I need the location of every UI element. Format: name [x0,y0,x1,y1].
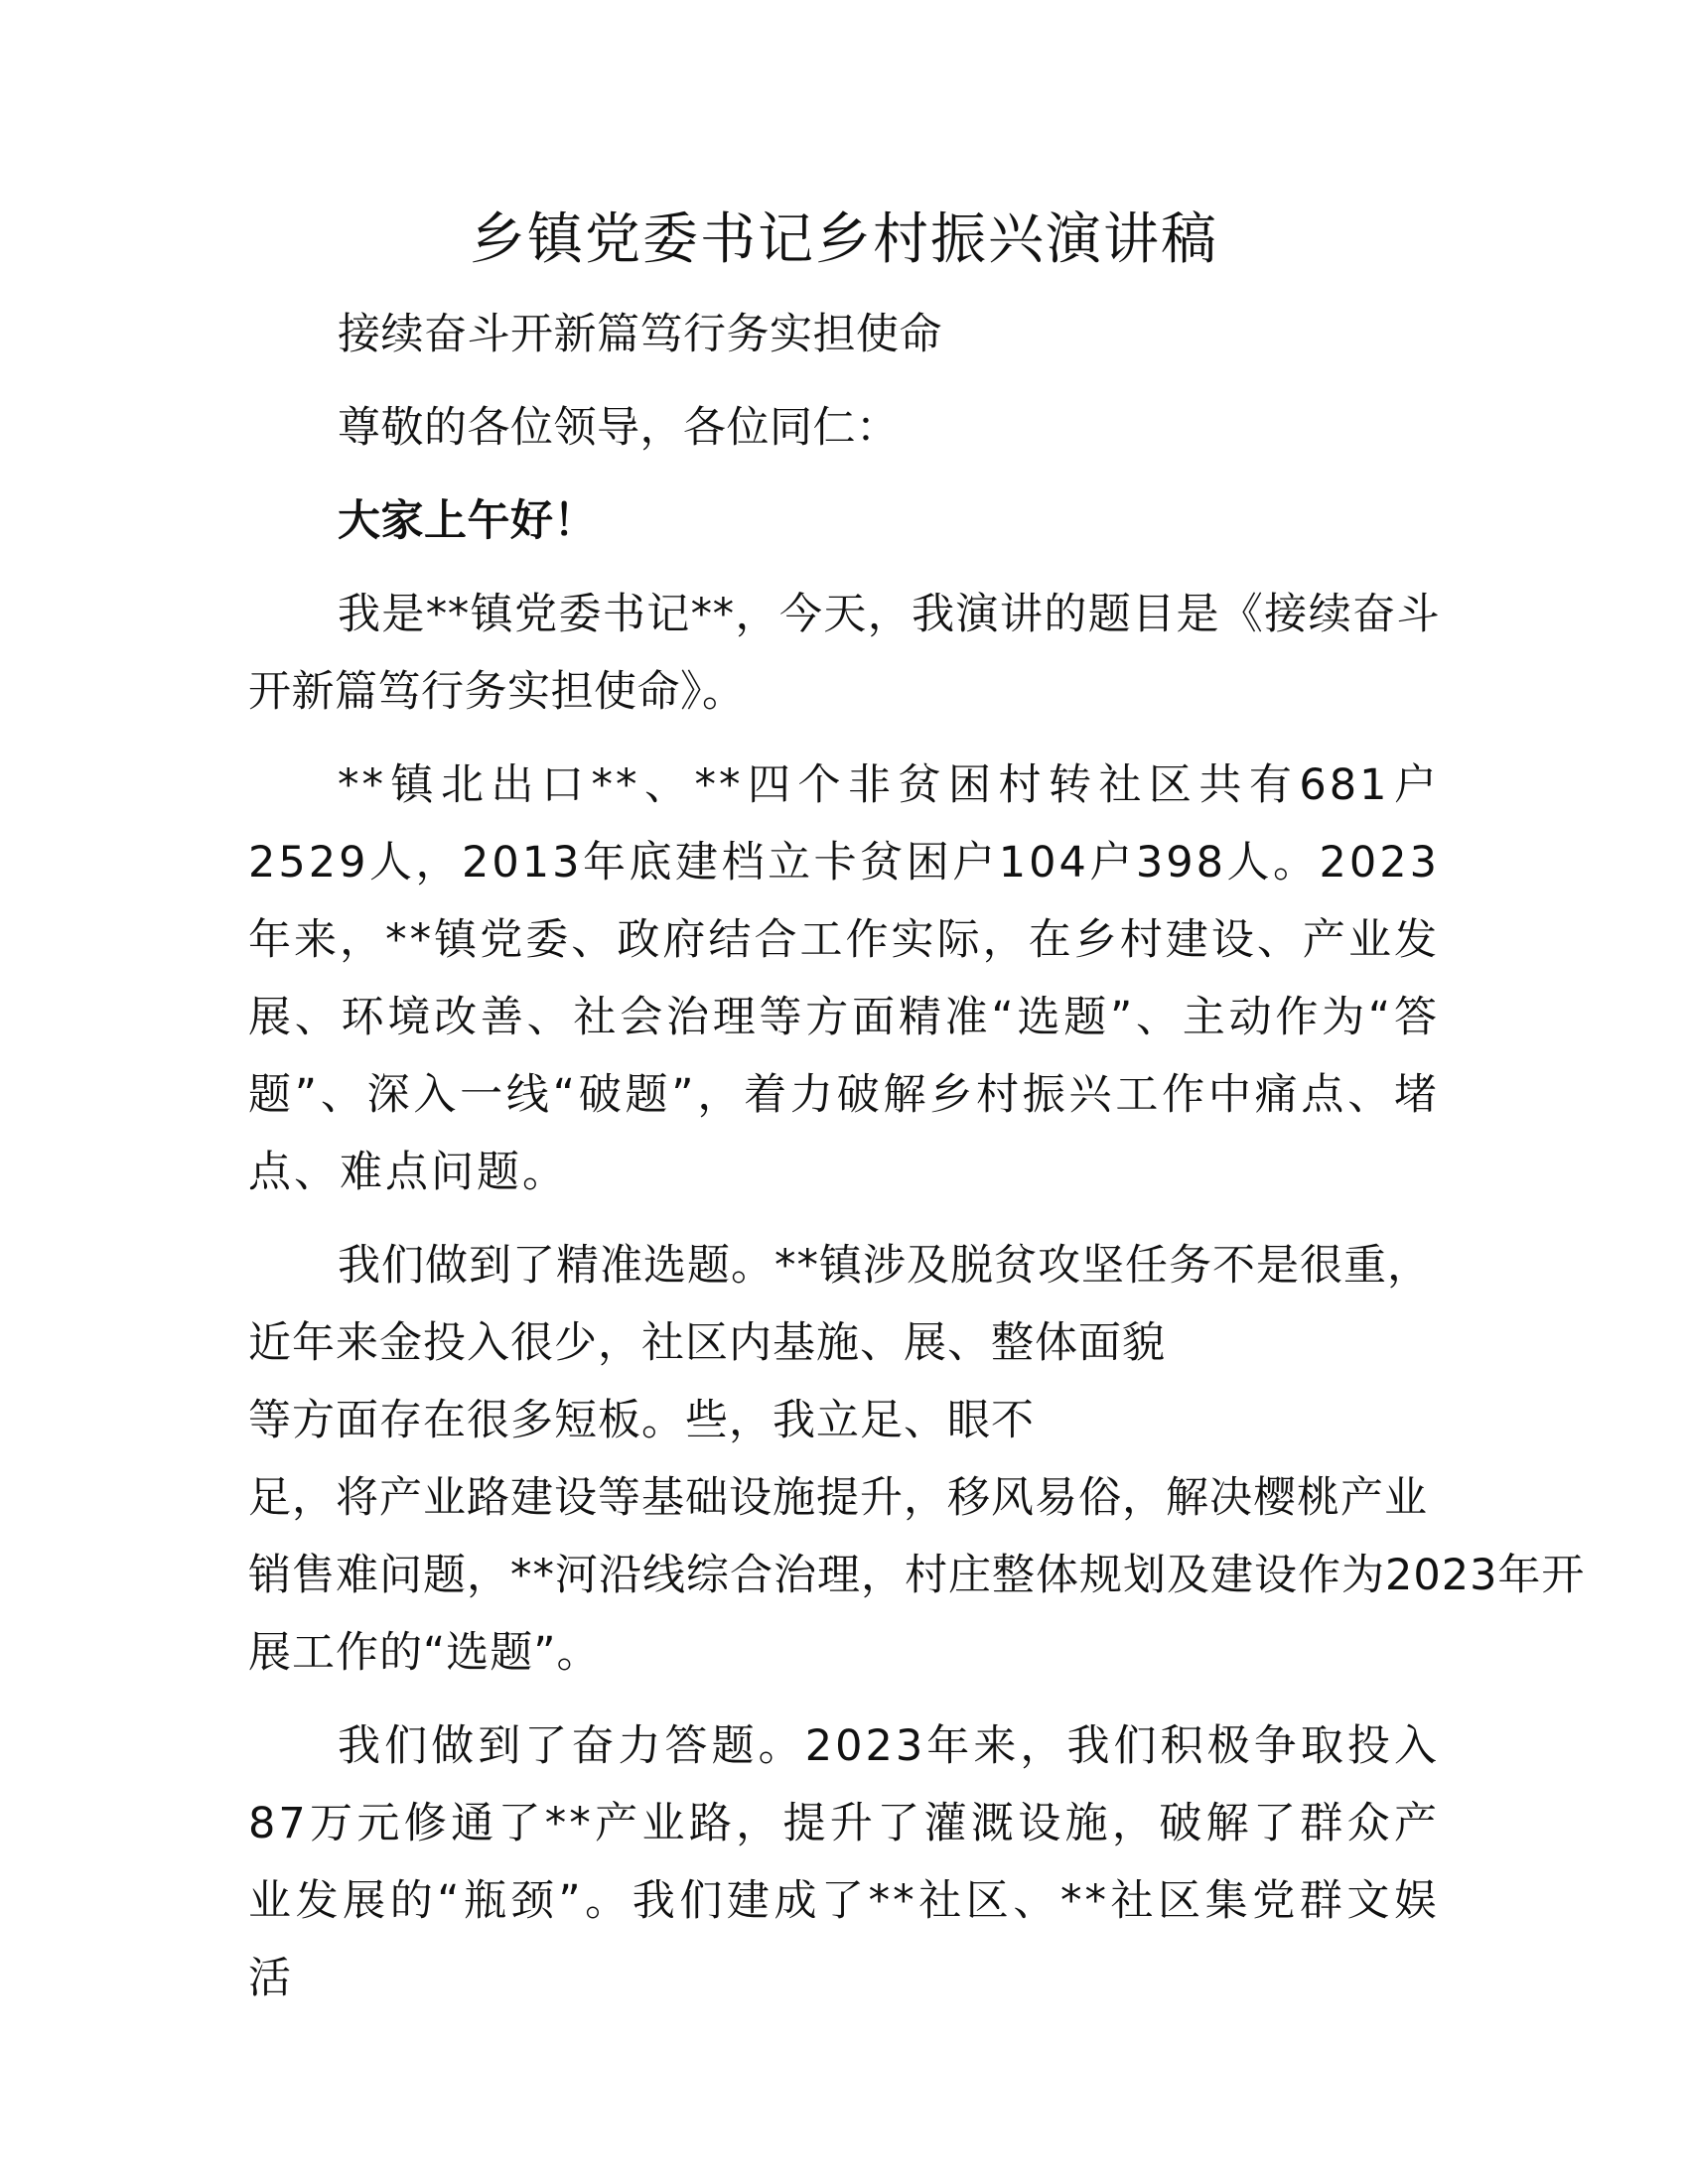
speech-subtitle: 接续奋斗开新篇笃行务实担使命 [338,310,942,359]
greeting: 大家上午好！ [338,496,597,546]
topic-line: 足，将产业路建设等基础设施提升，移风易俗，解决樱桃产业 [248,1473,1428,1523]
document-title: 乡镇党委书记乡村振兴演讲稿 [470,207,1218,272]
topic-line: 销售难问题，**河沿线综合治理，村庄整体规划及建设作为2023年开 [248,1551,1586,1600]
topic-line: 展工作的“选题”。 [248,1628,601,1678]
topic-paragraph [248,1227,1586,1692]
topic-line: 等方面存在很多短板。些，我立足、眼不 [248,1396,1035,1445]
topic-line: 近年来金投入很少，社区内基施、展、整体面貌 [248,1318,1166,1368]
answer-paragraph: 我们做到了奋力答题。2023年来，我们积极争取投入87万元修通了**产业路，提升了灌溉设施，破解了群众产业发展的“瓶颈”。我们建成了**社区、**社区集党群文娱活 [248,1721,1440,2003]
intro-paragraph: 我是**镇党委书记**，今天，我演讲的题目是《接续奋斗开新篇笃行务实担使命》。 [248,590,1440,717]
salutation: 尊敬的各位领导，各位同仁： [338,403,900,453]
topic-line: 我们做到了精准选题。**镇涉及脱贫攻坚任务不是很重， [338,1241,1431,1291]
document-body [248,296,1586,2033]
overview-paragraph: **镇北出口**、**四个非贫困村转社区共有681户2529人，2013年底建档立卡贫困户104户398人。2023年来，**镇党委、政府结合工作实际，在乡村建设、产业发展、环境改善、社会治理等方面精准“选题”、主动作为“答题”、深入一线“破题”，着力破解乡村振兴工作中痛点、堵点、难点问题。 [248,760,1440,1197]
